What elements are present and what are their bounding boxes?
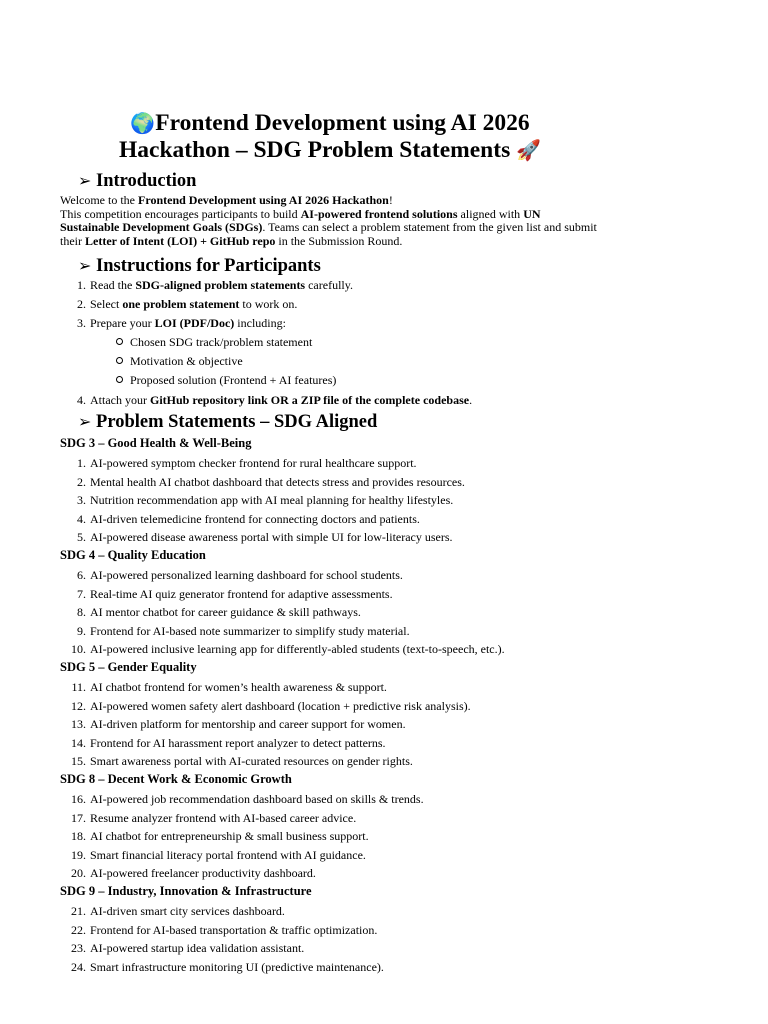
instruction-item-1: 1. Read the SDG-aligned problem statements carefully.	[77, 278, 353, 292]
problem-statement-item: 17. Resume analyzer frontend with AI-based career advice.	[71, 810, 357, 825]
intro-welcome-line: Welcome to the Frontend Development using AI 2026 Hackathon!	[60, 193, 393, 207]
intro-paragraph	[60, 194, 600, 248]
problem-statement-item: 22. Frontend for AI-based transportation & traffic optimization.	[71, 922, 378, 937]
rocket-icon: 🚀	[516, 138, 541, 162]
problems-heading: ➢ Problem Statements – SDG Aligned	[78, 412, 378, 432]
problem-statement-item: 7. Real-time AI quiz generator frontend for adaptive assessments.	[77, 586, 393, 601]
instruction-subitem: Proposed solution (Frontend + AI features)	[116, 373, 336, 387]
problem-statement-item: 18. AI chatbot for entrepreneurship & small business support.	[71, 829, 369, 844]
instructions-heading: ➢ Instructions for Participants	[78, 256, 321, 276]
title-line-2: Hackathon – SDG Problem Statements 🚀	[118, 137, 541, 163]
problem-statement-item: 6. AI-powered personalized learning dashboard for school students.	[77, 568, 403, 582]
sdg-group-title: SDG 9 – Industry, Innovation & Infrastructure	[60, 884, 312, 898]
arrow-icon: ➢	[78, 256, 92, 275]
globe-icon: 🌍	[130, 111, 156, 135]
problem-statement-item: 11. AI chatbot frontend for women’s health awareness & support.	[71, 680, 387, 694]
problem-statement-item: 3. Nutrition recommendation app with AI meal planning for healthy lifestyles.	[77, 493, 454, 508]
sdg-group-title: SDG 4 – Quality Education	[60, 548, 206, 562]
problem-statement-item: 23. AI-powered startup idea validation assistant.	[71, 941, 305, 956]
intro-description: This competition encourages participants to build AI-powered frontend solutions aligned with UN Sustainable Development Goals (SDGs). Teams can select a problem statement from the given list and submit their Letter of Intent (LOI) + GitHub repo in the Submission Round.	[60, 206, 597, 248]
problem-statement-item: 2. Mental health AI chatbot dashboard that detects stress and provides resources.	[77, 474, 465, 489]
problem-statement-item: 15. Smart awareness portal with AI-curated resources on gender rights.	[71, 754, 413, 769]
problem-statement-item: 14. Frontend for AI harassment report analyzer to detect patterns.	[71, 735, 386, 750]
page-title	[60, 110, 600, 164]
problem-statement-item: 1. AI-powered symptom checker frontend for rural healthcare support.	[77, 456, 417, 470]
arrow-icon: ➢	[78, 412, 92, 431]
instruction-item-3: 3. Prepare your LOI (PDF/Doc) including:	[77, 316, 286, 330]
sdg-group-title: SDG 8 – Decent Work & Economic Growth	[60, 772, 292, 786]
problem-statement-item: 21. AI-driven smart city services dashboard.	[71, 904, 285, 918]
problem-statement-item: 9. Frontend for AI-based note summarizer to simplify study material.	[77, 623, 410, 638]
problem-statement-item: 20. AI-powered freelancer productivity dashboard.	[71, 866, 316, 881]
instruction-item-4: 4. Attach your GitHub repository link OR a ZIP file of the complete codebase.	[77, 393, 473, 407]
instruction-subitem: Chosen SDG track/problem statement	[116, 335, 312, 349]
problem-statement-item: 5. AI-powered disease awareness portal with simple UI for low-literacy users.	[77, 530, 453, 545]
instruction-subitem: Motivation & objective	[116, 354, 243, 368]
title-line-1: 🌍Frontend Development using AI 2026	[130, 110, 530, 136]
bullet-icon	[116, 338, 123, 345]
sdg-group-title: SDG 5 – Gender Equality	[60, 660, 197, 674]
sdg-group-title: SDG 3 – Good Health & Well-Being	[60, 436, 252, 450]
problem-statement-item: 13. AI-driven platform for mentorship and career support for women.	[71, 717, 406, 732]
arrow-icon: ➢	[78, 171, 92, 190]
problem-statement-item: 8. AI mentor chatbot for career guidance & skill pathways.	[77, 605, 361, 620]
instruction-item-2: 2. Select one problem statement to work on.	[77, 297, 298, 311]
bullet-icon	[116, 376, 123, 383]
problem-statement-item: 10. AI-powered inclusive learning app for differently-abled students (text-to-speech, etc.).	[71, 642, 505, 657]
bullet-icon	[116, 357, 123, 364]
intro-heading: ➢ Introduction	[78, 171, 197, 191]
problem-statement-item: 24. Smart infrastructure monitoring UI (predictive maintenance).	[71, 959, 384, 974]
problem-statement-item: 16. AI-powered job recommendation dashboard based on skills & trends.	[71, 792, 424, 806]
problem-statement-item: 19. Smart financial literacy portal frontend with AI guidance.	[71, 847, 366, 862]
problem-statement-item: 12. AI-powered women safety alert dashboard (location + predictive risk analysis).	[71, 698, 471, 713]
problem-statement-item: 4. AI-driven telemedicine frontend for connecting doctors and patients.	[77, 511, 420, 526]
